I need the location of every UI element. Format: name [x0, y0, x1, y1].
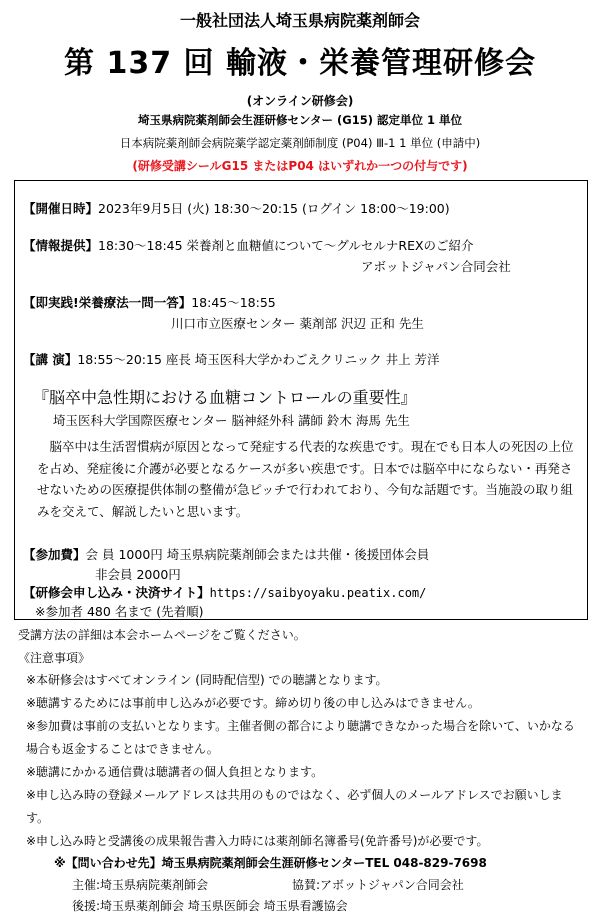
qa-session	[23, 293, 276, 311]
lecture-description: 脳卒中は生活習慣病が原因となって発症する代表的な疾患です。現在でも日本人の死因の上位を占め、発症後に介護が必要となるケースが多い疾患です。日本では脳卒中にならない・再発させないための医療提供体制の整備が急ピッチで行われており、今旬な話題です。当施設の取り組みを交えて、解説したいと思います。	[37, 439, 574, 519]
info-session-text: 18:30〜18:45 栄養剤と血糖値について〜グルセルナREXのご紹介	[98, 238, 474, 253]
note-item: ※参加費は事前の支払いとなります。主催者側の都合により聴講できなかった場合を除いて、いかなる場合も返金することはできません。	[26, 719, 575, 756]
details-note: 受講方法の詳細は本会ホームページをご覧ください。	[18, 628, 306, 642]
organization-name: 一般社団法人埼玉県病院薬剤師会	[179, 11, 420, 30]
apply-label: 【研修会申し込み・決済サイト】	[23, 585, 210, 600]
lecture-label: 【講 演】	[23, 352, 78, 367]
event-date	[23, 199, 450, 217]
note-item: ※聴講するためには事前申し込みが必要です。締め切り後の申し込みはできません。	[26, 696, 480, 710]
organizer: 主催:埼玉県病院薬剤師会	[72, 878, 209, 892]
credit-note: (研修受講シールG15 またはP04 はいずれか一つの付与です)	[132, 159, 468, 173]
info-session-company: アボットジャパン合同会社	[361, 259, 511, 274]
fee-member	[23, 545, 429, 563]
info-session-label: 【情報提供】	[23, 238, 99, 253]
note-item: ※申し込み時と受講後の成果報告書入力時には薬剤師名簿番号(免許番号)が必要です。	[26, 834, 489, 848]
fee-nonmember: 非会員 2000円	[95, 567, 181, 582]
apply-url-link[interactable]: https://saibyoyaku.peatix.com/	[209, 586, 427, 600]
note-item: ※申し込み時の登録メールアドレスは共用のものではなく、必ず個人のメールアドレスでお願いします。	[26, 788, 563, 825]
info-session	[23, 236, 474, 254]
note-item: ※聴講にかかる通信費は聴講者の個人負担となります。	[26, 765, 324, 779]
note-item: ※本研修会はすべてオンライン (同時配信型) での聴講となります。	[26, 673, 388, 687]
page-title: 第 137 回 輸液・栄養管理研修会	[64, 46, 536, 81]
format-label: (オンライン研修会)	[246, 94, 354, 108]
lecture-session	[23, 350, 440, 368]
fee-label: 【参加費】	[23, 547, 86, 562]
fee-member-text: 会 員 1000円 埼玉県病院薬剤師会または共催・後援団体会員	[85, 547, 430, 562]
cosponsor: 協賛:アボットジャパン合同会社	[292, 878, 464, 892]
credit-line-g15: 埼玉県病院薬剤師会生涯研修センター (G15) 認定単位 1 単位	[137, 113, 462, 127]
event-date-text: 2023年9月5日 (火) 18:30〜20:15 (ログイン 18:00〜19:00)	[98, 201, 450, 216]
capacity-note: ※参加者 480 名まで (先着順)	[35, 604, 204, 619]
supporters: 後援:埼玉県薬剤師会 埼玉県医師会 埼玉県看護協会	[72, 899, 348, 913]
apply-site	[23, 583, 426, 601]
qa-session-speaker: 川口市立医療センター 薬剤部 沢辺 正和 先生	[171, 316, 424, 331]
notes-heading: 《注意事項》	[18, 651, 91, 665]
event-date-label: 【開催日時】	[23, 201, 99, 216]
event-details-box	[14, 180, 588, 620]
lecture-chair: 18:55〜20:15 座長 埼玉医科大学かわごえクリニック 井上 芳洋	[77, 352, 440, 367]
credit-line-p04: 日本病院薬剤師会病院薬学認定薬剤師制度 (P04) Ⅲ-1 1 単位 (申請中)	[119, 136, 481, 150]
contact-info: ※【問い合わせ先】埼玉県病院薬剤師会生涯研修センターTEL 048-829-7698	[54, 856, 487, 870]
qa-session-time: 18:45〜18:55	[191, 295, 276, 310]
lecturer: 埼玉医科大学国際医療センター 脳神経外科 講師 鈴木 海馬 先生	[53, 413, 410, 428]
lecture-title: 『脳卒中急性期における血糖コントロールの重要性』	[33, 388, 417, 407]
qa-session-label: 【即実践!栄養療法一問一答】	[23, 295, 192, 310]
